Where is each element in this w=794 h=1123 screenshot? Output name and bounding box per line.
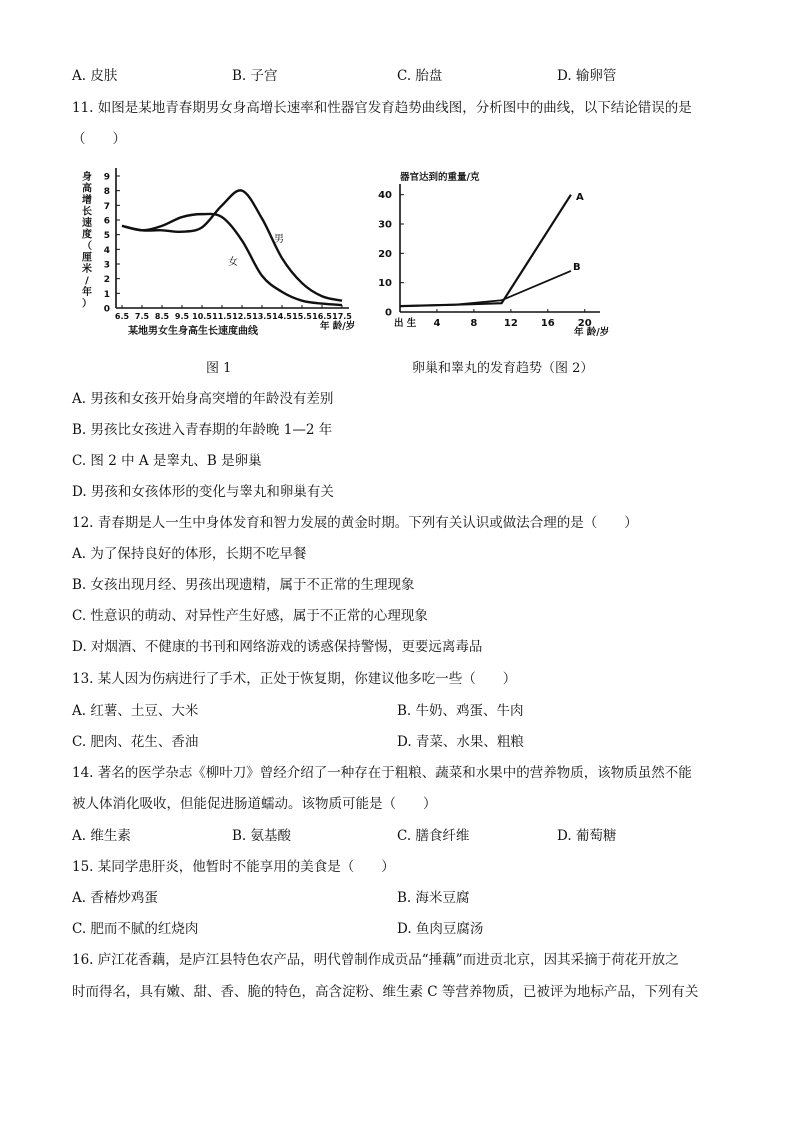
q12-option-c: C. 性意识的萌动、对异性产生好感，属于不正常的心理现象	[72, 608, 428, 624]
figure1-xtick-label: 8.5	[154, 312, 170, 321]
q14-option-d: D. 葡萄糖	[557, 828, 617, 844]
figure1-xtick-label: 7.5	[134, 312, 150, 321]
q13-option-d: D. 青菜、水果、粗粮	[397, 734, 524, 750]
figure1-xtick-label: 11.5	[212, 312, 232, 321]
figure1-ytick-label: 3	[103, 260, 110, 271]
figure2-ytick-label: 30	[378, 219, 392, 231]
q11-option-d: D. 男孩和女孩体形的变化与睾丸和卵巢有关	[72, 484, 334, 500]
figure2-ytick-label: 10	[378, 278, 392, 290]
male-growth-curve	[122, 190, 342, 300]
figure2-xtick-label: 20	[577, 318, 592, 329]
figure1-xtick-label: 15.5	[292, 312, 312, 321]
figure1-chart	[74, 160, 364, 340]
figure2-chart	[370, 160, 630, 340]
figure2-ytick-label: 0	[385, 307, 392, 319]
figure2-ytick-label: 20	[378, 248, 392, 260]
figure2-ylabel: 器官达到的重量/克	[400, 172, 480, 183]
figure1-xtick-label: 10.5	[192, 312, 212, 321]
figure1-ytick-label: 1	[103, 289, 110, 300]
figure1-ylabel-char: （	[82, 241, 92, 252]
q14-stem-line1: 14. 著名的医学杂志《柳叶刀》曾经介绍了一种存在于粗粮、蔬菜和水果中的营养物质，该物质虽然不能	[72, 765, 692, 781]
q14-option-b: B. 氨基酸	[232, 828, 292, 844]
figure1-ylabel-char: 增	[82, 195, 92, 206]
figure1-ylabel-char: 高	[82, 183, 92, 195]
figure2-xtick-label: 16	[540, 318, 555, 329]
q15-option-c: C. 肥而不腻的红烧肉	[72, 921, 199, 937]
figure1-ytick-label: 2	[103, 275, 110, 286]
figure1-xtick-label: 9.5	[174, 312, 190, 321]
figure1-xtick-label: 13.5	[252, 312, 272, 321]
figure1-ytick-label: 9	[103, 172, 110, 183]
figure1-ylabel-char: 厘	[82, 252, 92, 264]
figure1-xtick-label: 6.5	[114, 312, 130, 321]
figure1-ylabel-char: ）	[82, 298, 92, 310]
q14-option-a: A. 维生素	[72, 828, 131, 844]
q16-stem-line2: 时而得名，具有嫩、甜、香、脆的特色，高含淀粉、维生素 C 等营养物质，已被评为地标产品，下列有关	[72, 984, 699, 1000]
q14-option-c: C. 膳食纤维	[397, 828, 470, 844]
figure1-xlabel: 年 龄/岁	[320, 321, 356, 332]
figure2-xtick-label: 12	[503, 318, 518, 329]
figure1-ytick-label: 0	[103, 304, 110, 315]
figure1-ylabel-char: 年	[82, 287, 92, 298]
q12-option-d: D. 对烟酒、不健康的书刊和网络游戏的诱惑保持警惕，更要远离毒品	[72, 639, 483, 655]
q11-option-c: C. 图 2 中 A 是睾丸、B 是卵巢	[72, 453, 262, 469]
curve-a-label: A	[576, 192, 584, 203]
figure1-ytick-label: 5	[103, 231, 110, 242]
q10-option-b: B. 子宫	[232, 68, 278, 84]
figure2-x-start-label: 出 生	[394, 318, 417, 329]
male-curve-label: 男	[274, 234, 284, 245]
q16-stem-line1: 16. 庐江花香藕，是庐江县特色农产品，明代曾制作成贡品“捶藕”而进贡北京，因其采摘于荷花开放之	[72, 952, 679, 968]
figure1-ytick-label: 4	[103, 245, 110, 256]
figure2-xtick-label: 8	[470, 318, 478, 329]
figure1-ylabel-char: 长	[82, 206, 92, 218]
figure1-ylabel-char: 度	[82, 229, 92, 241]
figure1-xtick-label: 16.5	[312, 312, 332, 321]
figure2-caption: 卵巢和睾丸的发育趋势（图 2）	[412, 361, 594, 376]
figure1-ylabel-char: 速	[82, 218, 92, 229]
figure1-caption: 图 1	[206, 361, 232, 376]
q12-stem: 12. 青春期是人一生中身体发育和智力发展的黄金时期。下列有关认识或做法合理的是（ ）	[72, 515, 638, 531]
q13-option-a: A. 红薯、土豆、大米	[72, 703, 199, 719]
curve-b-label: B	[573, 262, 581, 273]
figure2-ytick-label: 40	[378, 190, 392, 202]
q15-stem: 15. 某同学患肝炎，他暂时不能享用的美食是（ ）	[72, 859, 395, 875]
female-curve-label: 女	[228, 257, 238, 268]
q15-option-b: B. 海米豆腐	[397, 890, 470, 906]
q11-stem-line1: 11. 如图是某地青春期男女身高增长速率和性器官发育趋势曲线图，分析图中的曲线，以下结论错误的是	[72, 100, 692, 116]
q13-option-c: C. 肥肉、花生、香油	[72, 734, 199, 750]
q15-option-a: A. 香椿炒鸡蛋	[72, 890, 158, 906]
figure1-xtick-label: 14.5	[272, 312, 292, 321]
testis-curve-a	[400, 195, 571, 306]
q11-stem-line2: （ ）	[72, 131, 126, 147]
q10-option-c: C. 胎盘	[397, 68, 443, 84]
q12-option-a: A. 为了保持良好的体形，长期不吃早餐	[72, 546, 307, 562]
figure1-ylabel-char: 米	[82, 264, 92, 275]
q10-option-a: A. 皮肤	[72, 68, 118, 84]
figure2-xtick-label: 4	[433, 318, 441, 329]
ovary-curve-b	[400, 271, 571, 306]
q15-option-d: D. 鱼肉豆腐汤	[397, 921, 484, 937]
figure1-ylabel-char: 身	[82, 172, 92, 183]
figure1-ylabel-char: /	[85, 275, 89, 287]
q11-option-b: B. 男孩比女孩进入青春期的年龄晚 1—2 年	[72, 422, 333, 438]
figure1-xtick-label: 12.5	[232, 312, 252, 321]
q13-option-b: B. 牛奶、鸡蛋、牛肉	[397, 703, 524, 719]
q13-stem: 13. 某人因为伤病进行了手术，正处于恢复期，你建议他多吃一些（ ）	[72, 671, 517, 687]
q14-stem-line2: 被人体消化吸收，但能促进肠道蠕动。该物质可能是（ ）	[72, 796, 437, 812]
q12-option-b: B. 女孩出现月经、男孩出现遗精，属于不正常的生理现象	[72, 577, 415, 593]
figure1-ytick-label: 8	[103, 187, 110, 198]
figure2-xlabel: 年 龄/岁	[574, 327, 610, 338]
figure1-ytick-label: 7	[103, 201, 110, 212]
figure1-subtitle: 某地男女生身高生长速度曲线	[128, 326, 258, 337]
figure1-ylabel	[81, 170, 92, 310]
q11-option-a: A. 男孩和女孩开始身高突增的年龄没有差别	[72, 391, 334, 407]
figure1-ytick-label: 6	[103, 216, 110, 227]
figure1-xtick-label: 17.5	[332, 312, 352, 321]
q10-option-d: D. 输卵管	[557, 68, 617, 84]
